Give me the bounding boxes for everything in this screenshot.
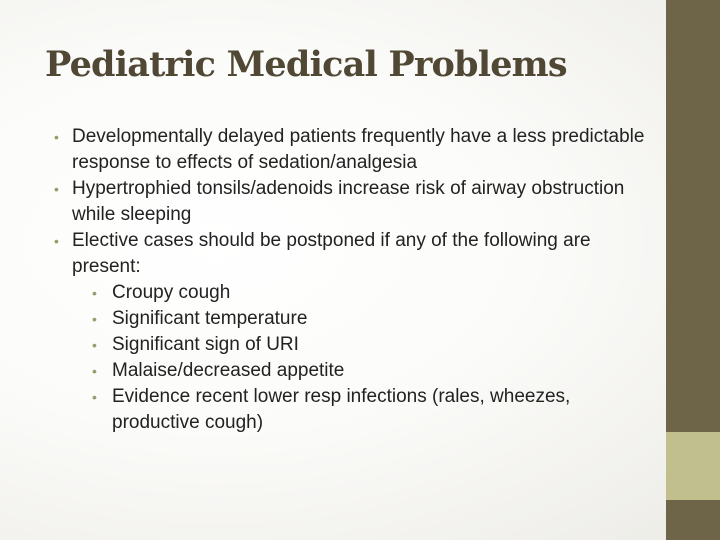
bullet-icon: •	[92, 337, 97, 353]
bullet-icon: •	[92, 311, 97, 327]
sub-bullet-text: Evidence recent lower resp infections (rales, wheezes, productive cough)	[112, 386, 571, 433]
sub-bullet-item	[90, 358, 654, 384]
sub-bullet-item	[90, 332, 654, 358]
bullet-item	[54, 124, 654, 176]
bullet-icon: •	[54, 181, 59, 197]
bullet-text: Elective cases should be postponed if any of the following are present:	[72, 230, 591, 277]
sub-bullet-text: Significant temperature	[112, 308, 308, 329]
bullet-icon: •	[54, 233, 59, 249]
bullet-icon: •	[92, 285, 97, 301]
bullet-icon: •	[92, 363, 97, 379]
sub-bullet-item	[90, 384, 654, 436]
sub-bullet-list	[90, 280, 654, 436]
bullet-item	[54, 176, 654, 228]
sub-bullet-item	[90, 280, 654, 306]
sub-bullet-text: Malaise/decreased appetite	[112, 360, 345, 381]
bullet-icon: •	[92, 389, 97, 405]
slide-content	[54, 124, 654, 436]
bullet-text: Developmentally delayed patients frequently have a less predictable response to effects of sedation/analgesia	[72, 126, 645, 173]
bullet-icon: •	[54, 129, 59, 145]
bullet-item	[54, 228, 654, 436]
slide-title: Pediatric Medical Problems	[45, 44, 567, 85]
right-bar-accent-block	[666, 432, 720, 500]
bullet-text: Hypertrophied tonsils/adenoids increase risk of airway obstruction while sleeping	[72, 178, 625, 225]
bullet-list	[54, 124, 654, 436]
sub-bullet-item	[90, 306, 654, 332]
sub-bullet-text: Croupy cough	[112, 282, 231, 303]
sub-bullet-text: Significant sign of URI	[112, 334, 299, 355]
